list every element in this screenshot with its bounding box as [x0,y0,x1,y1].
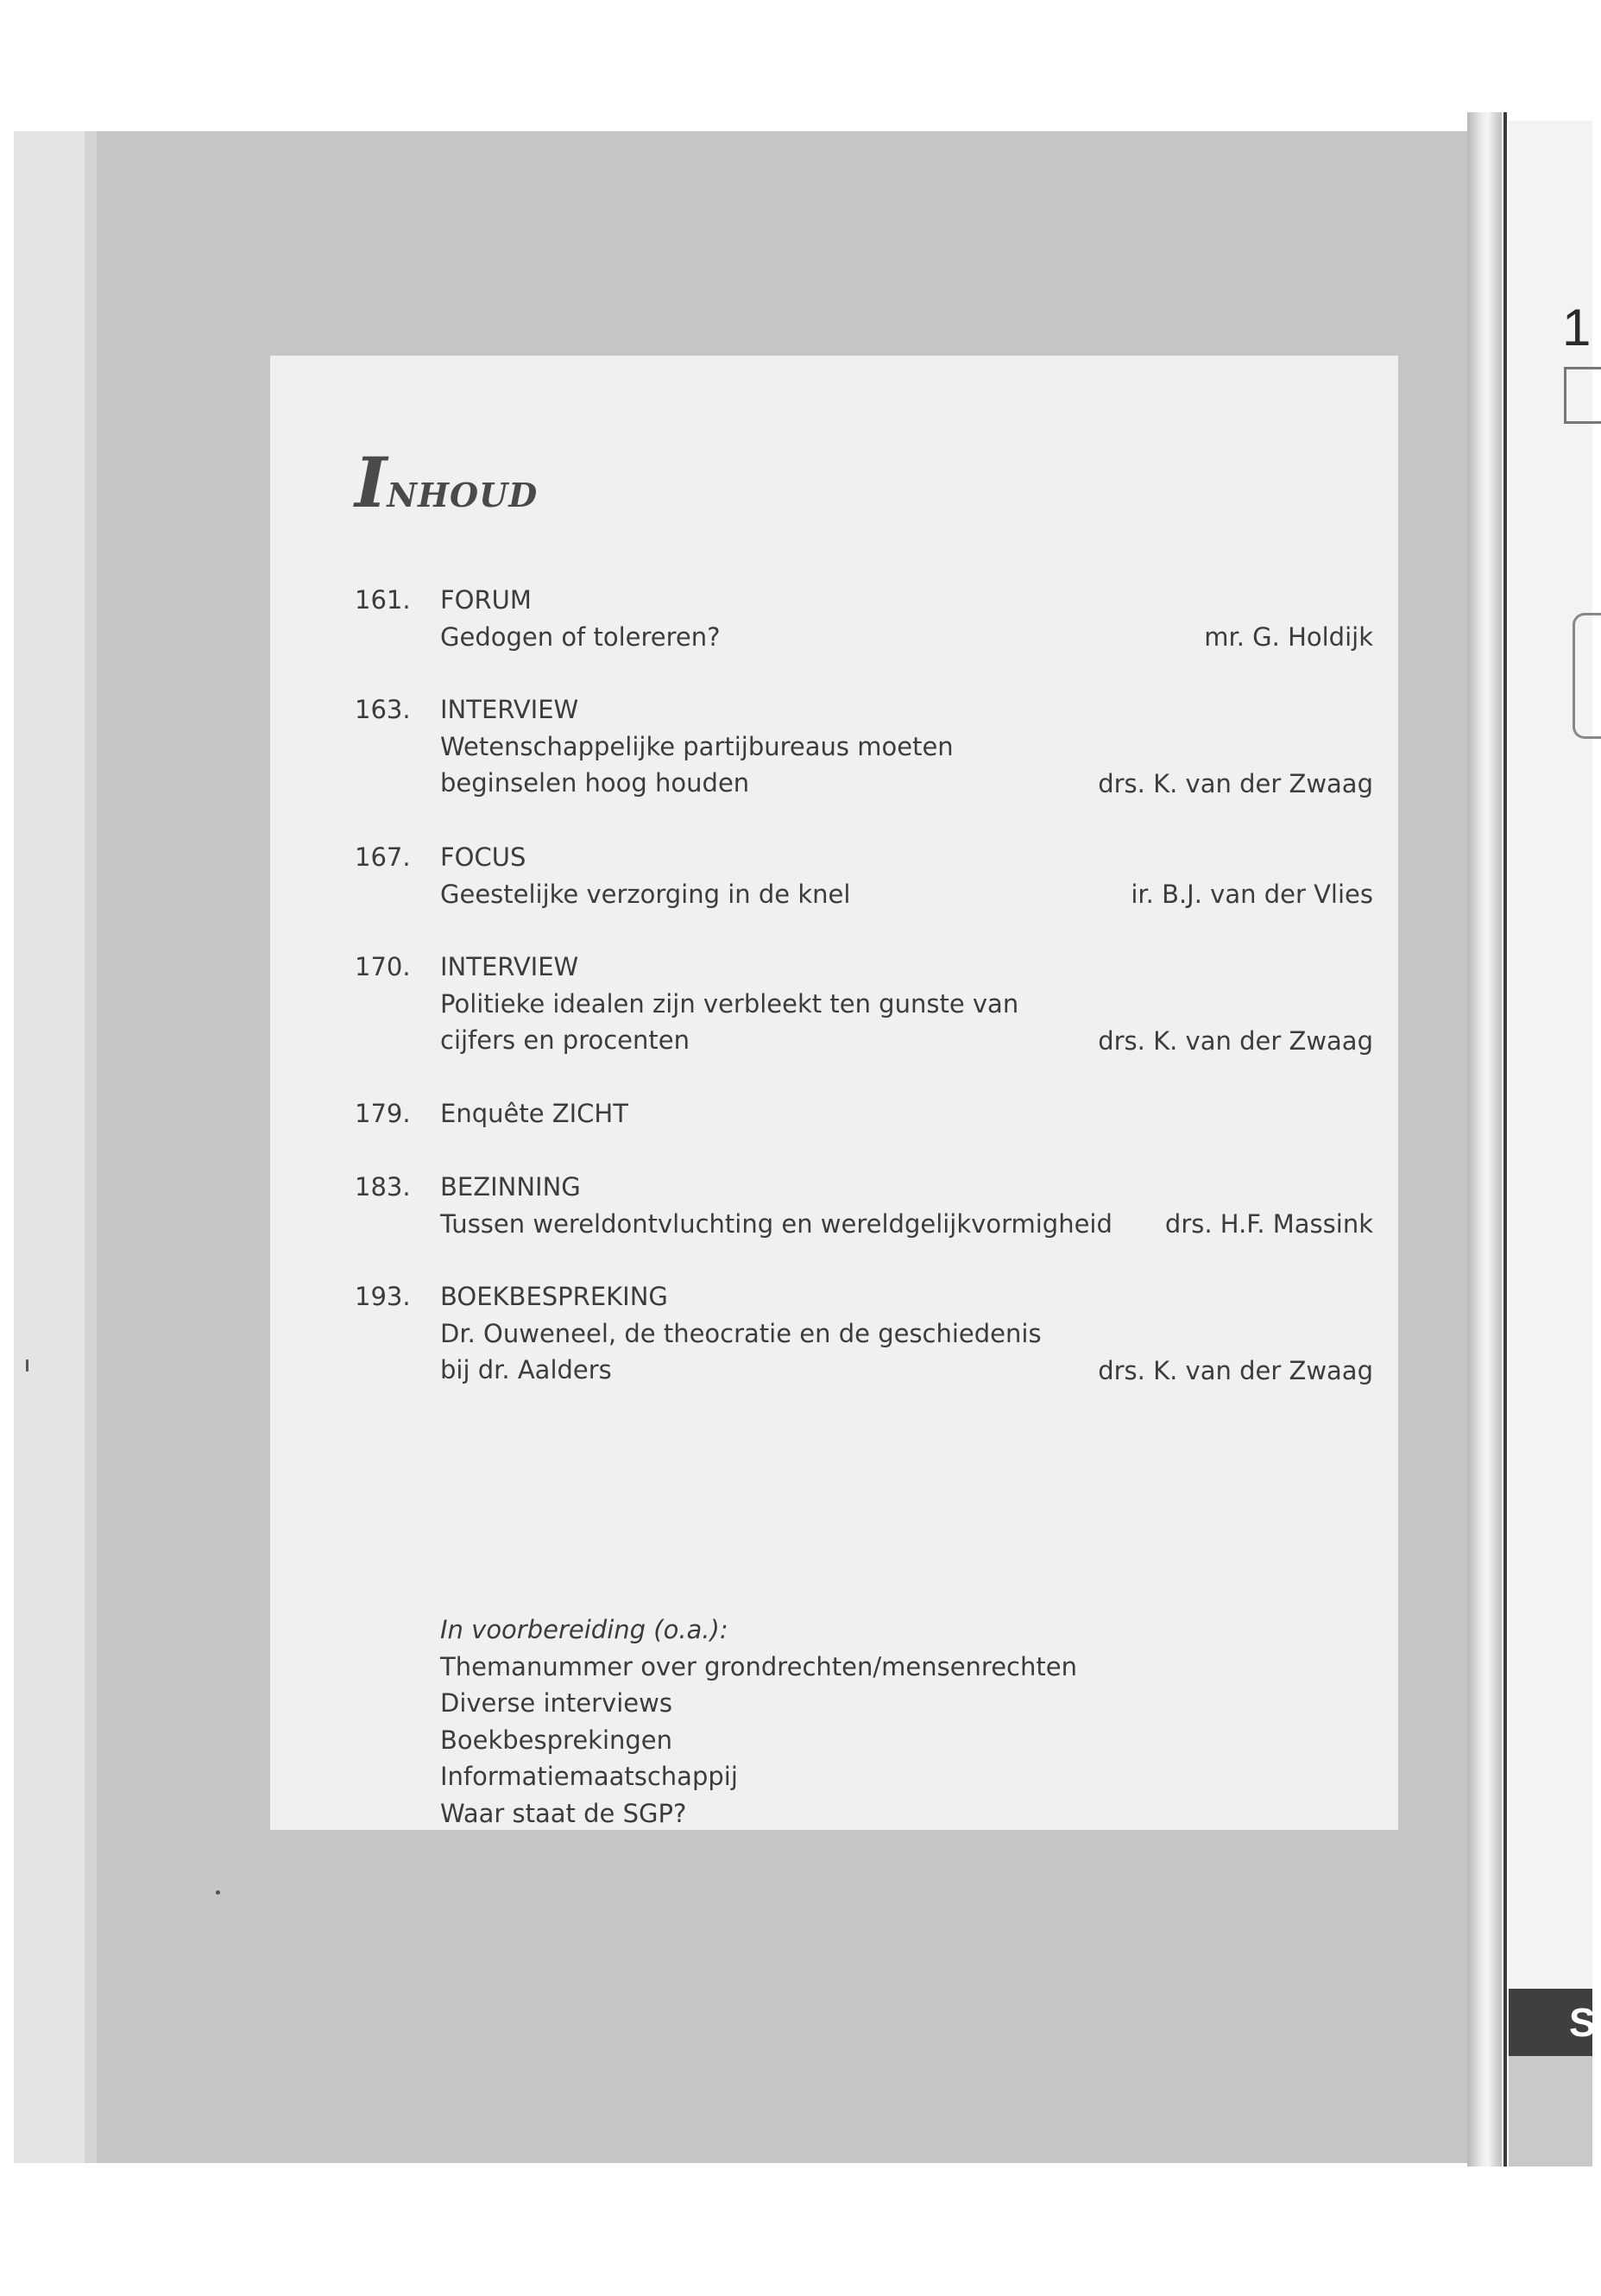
toc-article-title: Gedogen of tolereren? [440,621,721,652]
scan-speck [216,1890,220,1895]
adjacent-page-numeral: 1 [1562,299,1592,356]
spine-divider [1503,112,1507,2167]
adjacent-page-grey-block [1509,2056,1592,2167]
heading-rest: NHOUD [387,476,539,514]
toc-page-number: 183. [355,1172,411,1202]
in-preparation-block [440,1612,1077,1832]
toc-entry-text [440,949,1131,1059]
adjacent-page-rounded-frame [1573,613,1601,739]
toc-author: drs. K. van der Zwaag [1098,1025,1373,1056]
page-edge-shadow [85,131,97,2163]
toc-entry-text [440,1169,1131,1242]
toc-entry-text [440,1095,1131,1132]
toc-entry[interactable] [355,839,1373,912]
toc-entry-text [440,1278,1131,1389]
toc-section-label: FORUM [440,585,532,615]
toc-entry[interactable] [355,691,1373,802]
adjacent-page-frame [1564,367,1601,424]
page-edge [14,131,85,2163]
book-spine [1467,112,1502,2167]
toc-article-title: Wetenschappelijke partijbureaus moeten [440,731,954,761]
toc-article-title: Enquête ZICHT [440,1099,628,1128]
in-preparation-item: Waar staat de SGP? [440,1798,687,1828]
heading-initial: I [355,442,388,523]
toc-author: mr. G. Holdijk [1204,621,1373,652]
toc-entry[interactable] [355,1278,1373,1389]
in-preparation-title: In voorbereiding (o.a.): [440,1615,728,1644]
toc-page-number: 161. [355,585,411,615]
in-preparation-item: Diverse interviews [440,1688,672,1718]
toc-entry-text [440,839,1131,912]
contents-panel [270,356,1398,1830]
in-preparation-item: Themanummer over grondrechten/mensenrechten [440,1651,1077,1681]
adjacent-page [1509,121,1592,2167]
toc-author: ir. B.J. van der Vlies [1131,879,1373,909]
toc-article-title: Dr. Ouweneel, de theocratie en de geschiedenis [440,1318,1042,1348]
toc-section-label: INTERVIEW [440,952,579,981]
toc-section-label: FOCUS [440,842,526,872]
toc-section-label: BOEKBESPREKING [440,1282,668,1311]
toc-article-title: Politieke idealen zijn verbleekt ten gunste van [440,988,1019,1019]
toc-article-title: bij dr. Aalders [440,1355,612,1385]
toc-author: drs. H.F. Massink [1164,1208,1373,1239]
toc-article-title: Geestelijke verzorging in de knel [440,879,851,909]
toc-page-number: 193. [355,1282,411,1311]
toc-entry[interactable] [355,582,1373,655]
in-preparation-item: Boekbesprekingen [440,1725,673,1755]
adjacent-page-band-letter: S [1569,2000,1596,2045]
toc-article-title: beginselen hoog houden [440,768,750,798]
toc-entry[interactable] [355,1095,1373,1132]
toc-page-number: 167. [355,842,411,872]
toc-entry[interactable] [355,949,1373,1059]
toc-entry-text [440,691,1131,802]
contents-heading [355,442,538,523]
in-preparation-item: Informatiemaatschappij [440,1762,738,1791]
scan-speck [26,1359,28,1372]
toc-author: drs. K. van der Zwaag [1098,1355,1373,1385]
toc-page-number: 179. [355,1099,411,1128]
toc-entry-text [440,582,1131,655]
toc-section-label: INTERVIEW [440,695,579,724]
toc-section-label: BEZINNING [440,1172,581,1202]
toc-author: drs. K. van der Zwaag [1098,768,1373,798]
toc-page-number: 163. [355,695,411,724]
toc-entry[interactable] [355,1169,1373,1242]
toc-page-number: 170. [355,952,411,981]
toc-article-title: cijfers en procenten [440,1025,690,1055]
toc-article-title: Tussen wereldontvluchting en wereldgelijkvormigheid [440,1208,1113,1239]
